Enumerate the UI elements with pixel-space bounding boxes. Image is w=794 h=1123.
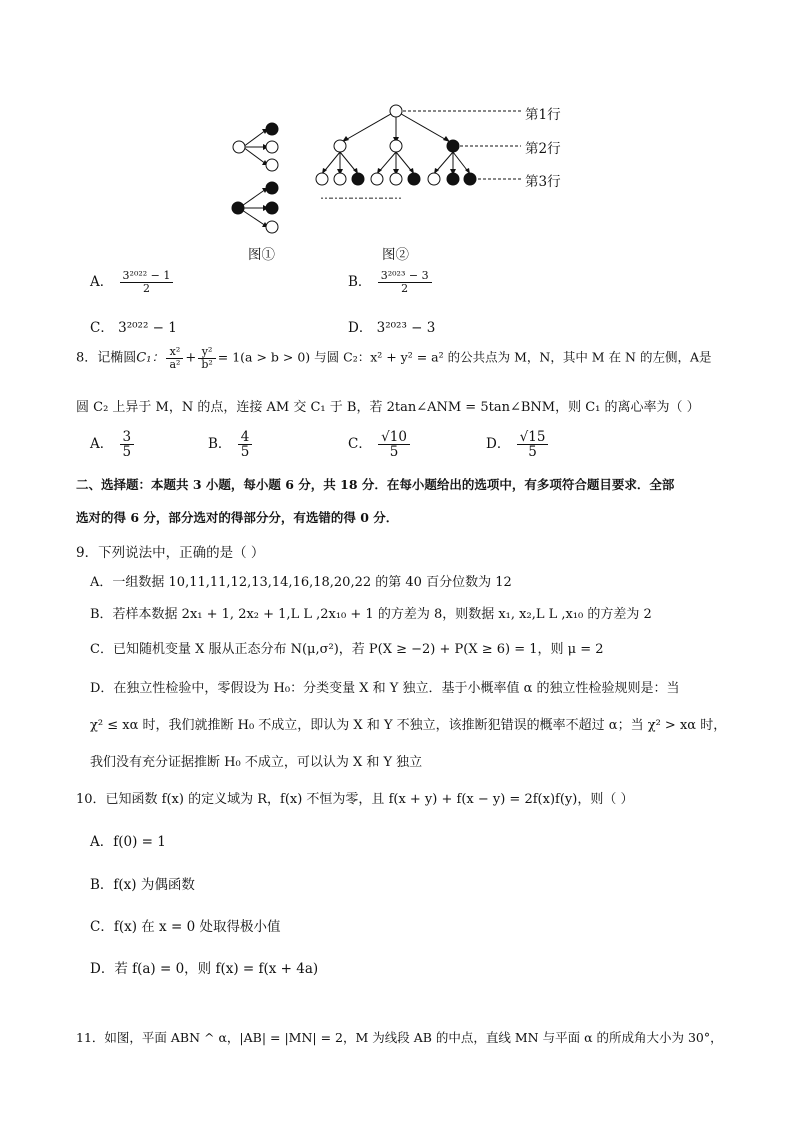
option-denominator: 5	[122, 444, 132, 461]
option-denominator: 2	[142, 282, 150, 295]
figure-caption-1: 图①	[248, 247, 275, 263]
q10-option-b[interactable]: B．f(x) 为偶函数	[90, 877, 195, 893]
option-label: D．	[486, 436, 511, 453]
option-numerator: 3²⁰²² − 1	[120, 270, 174, 283]
q7-option-d[interactable]	[348, 316, 435, 336]
q9-stem: 9．下列说法中，正确的是（ ）	[76, 545, 265, 561]
q9-option-c[interactable]: C．已知随机变量 X 服从正态分布 N(μ,σ²)，若 P(X ≥ −2) + P(X ≥ 6) = 1，则 μ = 2	[90, 642, 604, 657]
row-label-2: 第2行	[525, 141, 561, 157]
q9-option-d-line1[interactable]: D．在独立性检验中，零假设为 H₀：分类变量 X 和 Y 独立．基于小概率值 α 的独立性检验规则是：当	[90, 681, 680, 696]
option-text: 3²⁰²² − 1	[118, 320, 177, 336]
option-label: B．	[208, 436, 232, 453]
option-numerator: √15	[517, 430, 549, 445]
section-heading-line1: 二、选择题：本题共 3 小题，每小题 6 分，共 18 分．在每小题给出的选项中，有多项符合题目要求．全部	[76, 477, 675, 492]
q8-option-b[interactable]	[208, 430, 254, 459]
q8-stem-line1	[76, 346, 711, 370]
q8-option-d[interactable]	[486, 430, 550, 459]
option-label: C．	[348, 436, 372, 453]
q9-option-a[interactable]: A．一组数据 10,11,11,12,13,14,16,18,20,22 的第 40 百分位数为 12	[90, 575, 512, 590]
q8-option-c[interactable]	[348, 430, 412, 459]
option-numerator: 4	[238, 430, 253, 445]
option-numerator: 3	[120, 430, 135, 445]
plus-sign: +	[185, 350, 197, 366]
option-numerator: √10	[378, 430, 410, 445]
figure-caption-2: 图②	[382, 247, 409, 263]
row-label-1: 第1行	[525, 107, 561, 123]
row-label-3: 第3行	[525, 174, 561, 190]
ellipsis-dots: ……………………	[320, 188, 400, 202]
fraction-numerator: x²	[166, 346, 183, 359]
option-label: B．	[348, 274, 372, 290]
q8-prefix: 8．记椭圆	[76, 350, 137, 366]
q10-option-c[interactable]: C．f(x) 在 x = 0 处取得极小值	[90, 919, 281, 935]
q9-option-d-line2: χ² ≤ xα 时，我们就推断 H₀ 不成立，即认为 X 和 Y 不独立，该推断犯错误的概率不超过 α；当 χ² > xα 时，	[90, 718, 727, 733]
option-label: D．	[348, 320, 373, 336]
option-text: 3²⁰²³ − 3	[376, 320, 436, 336]
q7-option-a[interactable]	[90, 270, 175, 295]
option-denominator: 2	[401, 282, 409, 295]
q11-stem: 11．如图，平面 ABN ^ α，|AB| = |MN| = 2，M 为线段 AB 的中点，直线 MN 与平面 α 的所成角大小为 30°，	[76, 1030, 723, 1045]
q9-option-d-line3: 我们没有充分证据推断 H₀ 不成立，可以认为 X 和 Y 独立	[90, 755, 423, 770]
fraction-numerator: y²	[198, 346, 215, 359]
q7-option-b[interactable]	[348, 270, 434, 295]
option-denominator: 5	[240, 444, 250, 461]
q10-option-a[interactable]: A．f(0) = 1	[90, 834, 166, 850]
option-label: A．	[90, 274, 114, 290]
q10-stem: 10．已知函数 f(x) 的定义域为 R，f(x) 不恒为零，且 f(x + y) + f(x − y) = 2f(x)f(y)，则（ ）	[76, 792, 634, 807]
q8-rest: = 1(a > b > 0) 与圆 C₂：x² + y² = a² 的公共点为 M，N，其中 M 在 N 的左侧，A是	[217, 349, 712, 365]
q8-option-a[interactable]	[90, 430, 136, 459]
option-label: A．	[90, 436, 114, 453]
q8-c1: C₁：	[136, 350, 165, 366]
option-label: C．	[90, 320, 114, 336]
fraction-denominator: b²	[201, 357, 213, 371]
fraction-denominator: a²	[169, 357, 181, 371]
option-numerator: 3²⁰²³ − 3	[378, 270, 432, 283]
q7-option-c[interactable]	[90, 316, 177, 336]
option-denominator: 5	[528, 444, 537, 461]
option-denominator: 5	[389, 444, 399, 461]
q8-stem-line2: 圆 C₂ 上异于 M，N 的点，连接 AM 交 C₁ 于 B，若 2tan∠ANM = 5tan∠BNM，则 C₁ 的离心率为（ ）	[76, 400, 700, 415]
q10-option-d[interactable]: D．若 f(a) = 0，则 f(x) = f(x + 4a)	[90, 961, 319, 977]
section-heading-line2: 选对的得 6 分，部分选对的得部分分，有选错的得 0 分．	[76, 510, 399, 525]
q9-option-b[interactable]: B．若样本数据 2x₁ + 1, 2x₂ + 1,L L ,2x₁₀ + 1 的方差为 8，则数据 x₁, x₂,L L ,x₁₀ 的方差为 2	[90, 607, 652, 622]
